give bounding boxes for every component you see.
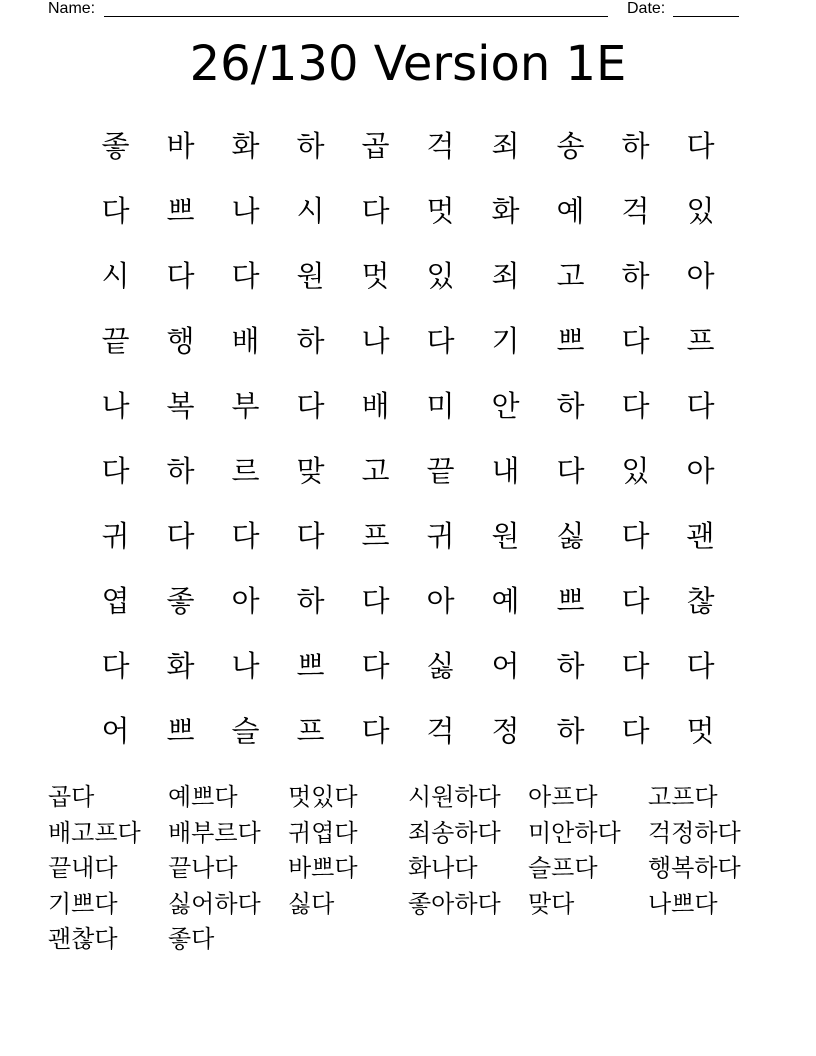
grid-cell: 다 — [361, 194, 390, 228]
word-list-item: 기쁘다 — [48, 889, 118, 918]
grid-cell: 다 — [621, 649, 650, 683]
grid-cell: 하 — [621, 259, 650, 293]
word-list-item: 죄송하다 — [408, 818, 501, 847]
word-list-item: 시원하다 — [408, 783, 501, 811]
grid-cell: 르 — [231, 454, 260, 488]
grid-cell: 걱 — [426, 129, 455, 163]
name-label: Name: — [48, 0, 96, 17]
grid-cell: 있 — [686, 194, 715, 228]
grid-cell: 화 — [231, 129, 260, 163]
grid-cell: 죄 — [491, 129, 520, 163]
grid-cell: 프 — [686, 324, 715, 358]
grid-cell: 다 — [621, 324, 650, 358]
word-list-item: 끝나다 — [168, 854, 238, 882]
grid-cell: 다 — [361, 649, 390, 683]
grid-cell: 나 — [101, 389, 130, 423]
grid-cell: 원 — [491, 519, 520, 553]
name-blank-line — [104, 16, 608, 17]
grid-cell: 배 — [361, 389, 390, 423]
word-list-item: 나쁘다 — [648, 889, 718, 918]
grid-cell: 귀 — [426, 519, 455, 553]
grid-cell: 화 — [491, 194, 520, 228]
grid-cell: 예 — [491, 584, 520, 618]
word-list-item: 배부르다 — [168, 818, 261, 847]
grid-cell: 다 — [296, 519, 325, 553]
grid-cell: 다 — [426, 324, 455, 358]
word-list-item: 맞다 — [528, 889, 575, 918]
grid-cell: 다 — [361, 584, 390, 618]
grid-cell: 안 — [491, 389, 520, 423]
date-label: Date: — [627, 0, 666, 17]
grid-cell: 복 — [166, 389, 195, 423]
grid-cell: 멋 — [361, 259, 390, 293]
grid-cell: 다 — [686, 649, 715, 683]
grid-cell: 프 — [296, 714, 325, 748]
word-search-grid — [83, 112, 733, 762]
grid-cell: 쁘 — [166, 714, 195, 748]
grid-cell: 다 — [166, 519, 195, 553]
grid-cell: 쁘 — [166, 194, 195, 228]
grid-cell: 다 — [621, 519, 650, 553]
grid-cell: 다 — [361, 714, 390, 748]
grid-cell: 어 — [101, 714, 130, 748]
grid-cell: 행 — [166, 324, 195, 358]
word-list-item: 행복하다 — [648, 854, 741, 882]
grid-cell: 프 — [361, 519, 390, 553]
word-list-item: 고프다 — [648, 783, 718, 811]
grid-cell: 찮 — [686, 584, 715, 618]
grid-cell: 다 — [556, 454, 585, 488]
grid-cell: 끝 — [426, 454, 455, 488]
word-list-item: 싫다 — [288, 889, 335, 918]
grid-cell: 다 — [101, 454, 130, 488]
word-list-item: 아프다 — [528, 783, 598, 811]
grid-cell: 하 — [296, 584, 325, 618]
grid-cell: 걱 — [621, 194, 650, 228]
grid-cell: 다 — [101, 649, 130, 683]
word-list-item: 바쁘다 — [288, 854, 358, 882]
grid-cell: 멋 — [686, 714, 715, 748]
grid-cell: 다 — [686, 129, 715, 163]
word-list-item: 화나다 — [408, 854, 478, 882]
word-list-item: 곱다 — [48, 783, 95, 811]
word-list-item: 미안하다 — [528, 818, 621, 847]
word-list-item: 괜찮다 — [48, 925, 118, 953]
grid-cell: 아 — [686, 454, 715, 488]
grid-cell: 있 — [426, 259, 455, 293]
word-list-item: 끝내다 — [48, 854, 118, 882]
grid-cell: 멋 — [426, 194, 455, 228]
grid-cell: 아 — [686, 259, 715, 293]
grid-cell: 나 — [231, 649, 260, 683]
grid-cell: 미 — [426, 389, 455, 423]
grid-cell: 아 — [231, 584, 260, 618]
grid-cell: 화 — [166, 649, 195, 683]
word-list-item: 귀엽다 — [288, 818, 358, 847]
grid-cell: 죄 — [491, 259, 520, 293]
word-list-item: 예쁘다 — [168, 783, 238, 811]
grid-cell: 싫 — [556, 519, 585, 553]
grid-cell: 하 — [296, 129, 325, 163]
grid-cell: 끝 — [101, 324, 130, 358]
grid-cell: 좋 — [166, 584, 195, 618]
grid-cell: 나 — [361, 324, 390, 358]
date-blank-line — [673, 16, 739, 17]
grid-cell: 다 — [621, 714, 650, 748]
word-list-item: 좋다 — [168, 925, 215, 953]
grid-cell: 다 — [296, 389, 325, 423]
grid-cell: 원 — [296, 259, 325, 293]
grid-cell: 하 — [296, 324, 325, 358]
grid-cell: 시 — [296, 194, 325, 228]
grid-cell: 싫 — [426, 649, 455, 683]
page-title: 26/130 Version 1E — [189, 36, 627, 92]
grid-cell: 다 — [166, 259, 195, 293]
grid-cell: 하 — [556, 649, 585, 683]
grid-cell: 송 — [556, 129, 585, 163]
grid-cell: 다 — [621, 584, 650, 618]
grid-cell: 바 — [166, 129, 195, 163]
grid-cell: 부 — [231, 389, 260, 423]
grid-cell: 귀 — [101, 519, 130, 553]
word-list-item: 슬프다 — [528, 854, 598, 882]
grid-cell: 정 — [491, 714, 520, 748]
grid-cell: 다 — [686, 389, 715, 423]
grid-cell: 아 — [426, 584, 455, 618]
grid-cell: 하 — [166, 454, 195, 488]
grid-cell: 슬 — [231, 714, 260, 748]
grid-cell: 나 — [231, 194, 260, 228]
grid-cell: 좋 — [101, 129, 130, 163]
grid-cell: 쁘 — [556, 324, 585, 358]
grid-cell: 다 — [101, 194, 130, 228]
grid-cell: 다 — [621, 389, 650, 423]
grid-cell: 고 — [361, 454, 390, 488]
grid-cell: 있 — [621, 454, 650, 488]
word-list-item: 걱정하다 — [648, 818, 741, 847]
worksheet-header — [48, 0, 748, 20]
grid-cell: 예 — [556, 194, 585, 228]
word-list-item: 멋있다 — [288, 783, 358, 811]
grid-cell: 하 — [621, 129, 650, 163]
grid-cell: 내 — [491, 454, 520, 488]
grid-cell: 맞 — [296, 454, 325, 488]
grid-cell: 엽 — [101, 584, 130, 618]
grid-cell: 시 — [101, 259, 130, 293]
grid-cell: 하 — [556, 714, 585, 748]
grid-cell: 배 — [231, 324, 260, 358]
grid-cell: 괜 — [686, 519, 715, 553]
word-list — [48, 780, 768, 958]
grid-cell: 다 — [231, 519, 260, 553]
word-list-item: 배고프다 — [48, 818, 141, 847]
word-list-item: 좋아하다 — [408, 889, 501, 918]
grid-cell: 곱 — [361, 129, 390, 163]
grid-cell: 다 — [231, 259, 260, 293]
grid-cell: 쁘 — [556, 584, 585, 618]
grid-cell: 기 — [491, 324, 520, 358]
grid-cell: 어 — [491, 649, 520, 683]
word-list-item: 싫어하다 — [168, 889, 261, 918]
grid-cell: 고 — [556, 259, 585, 293]
grid-cell: 쁘 — [296, 649, 325, 683]
grid-cell: 하 — [556, 389, 585, 423]
grid-cell: 걱 — [426, 714, 455, 748]
